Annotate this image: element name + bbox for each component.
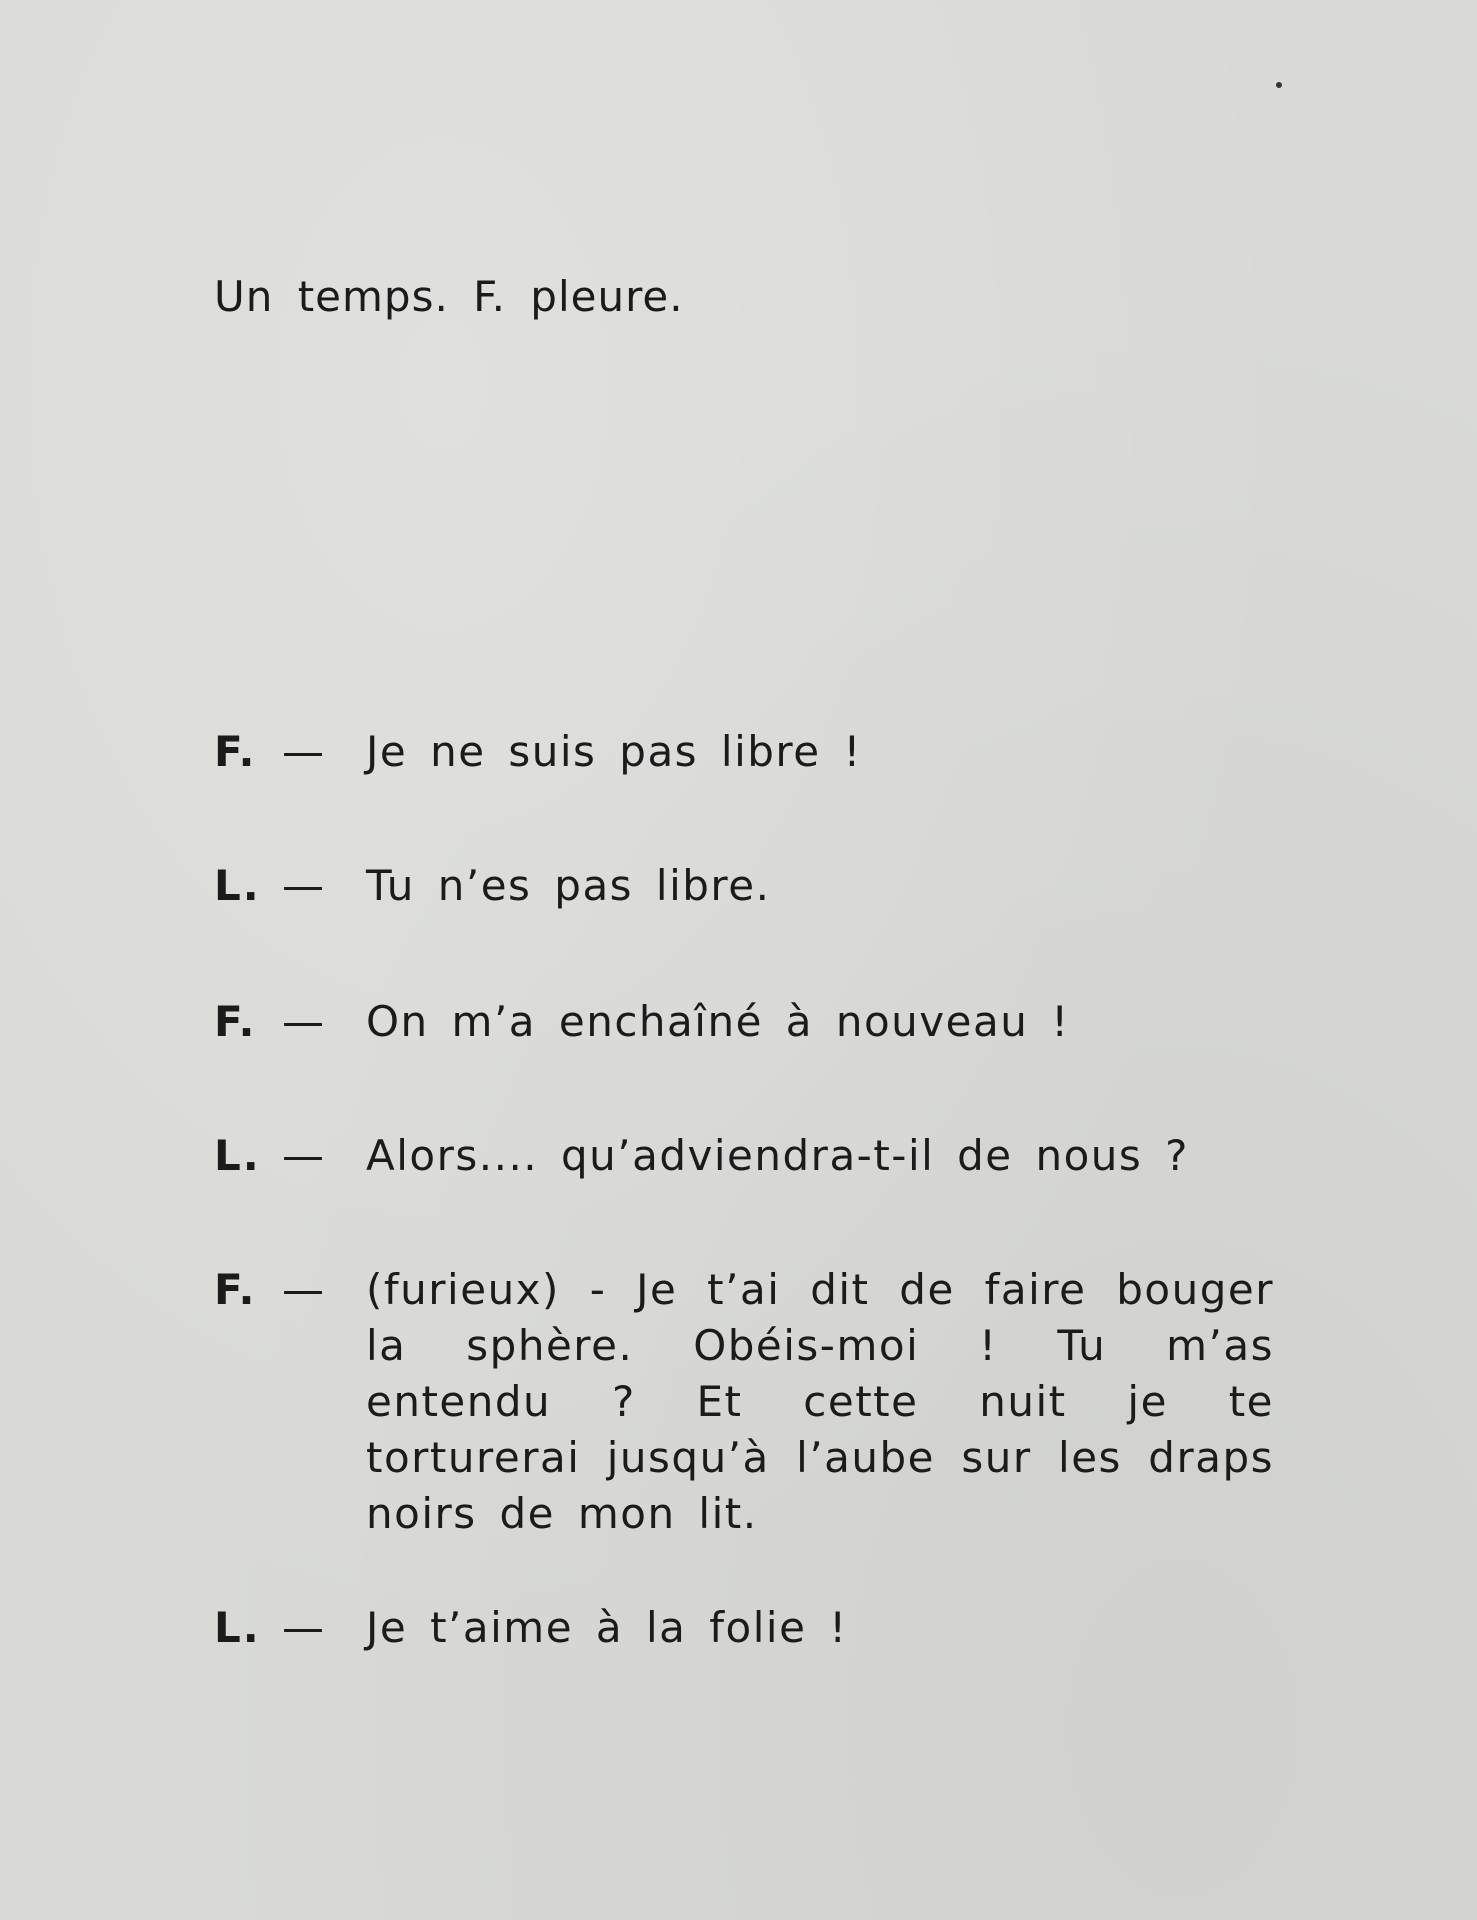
stage-direction: Un temps. F. pleure. — [214, 272, 684, 321]
speech-text: Tu n’es pas libre. — [366, 861, 771, 910]
speaker-label: L. — [214, 1131, 261, 1180]
speaker-label: F. — [214, 1265, 257, 1314]
speaker-label: F. — [214, 727, 257, 776]
speech-text: On m’a enchaîné à nouveau ! — [366, 997, 1070, 1046]
speaker-label: F. — [214, 997, 257, 1046]
speech-text: Je t’aime à la folie ! — [366, 1603, 848, 1652]
speaker-label: L. — [214, 861, 261, 910]
dialogue-dash: — — [282, 1131, 324, 1180]
speaker-label: L. — [214, 1603, 261, 1652]
dialogue-dash: — — [282, 1265, 324, 1314]
speech-text: (furieux) - Je t’ai dit de faire bouger la sphère. Obéis-moi ! Tu m’as entendu ? Et cette nuit je te torturerai jusqu’à l’aube sur les draps noirs de mon lit. — [366, 1265, 1274, 1538]
dialogue-dash: — — [282, 861, 324, 910]
speech-text: Je ne suis pas libre ! — [366, 727, 862, 776]
speech-text: Alors.... qu’adviendra-t-il de nous ? — [366, 1131, 1189, 1180]
ink-speck — [1276, 82, 1282, 88]
dialogue-dash: — — [282, 997, 324, 1046]
dialogue-dash: — — [282, 1603, 324, 1652]
dialogue-dash: — — [282, 727, 324, 776]
